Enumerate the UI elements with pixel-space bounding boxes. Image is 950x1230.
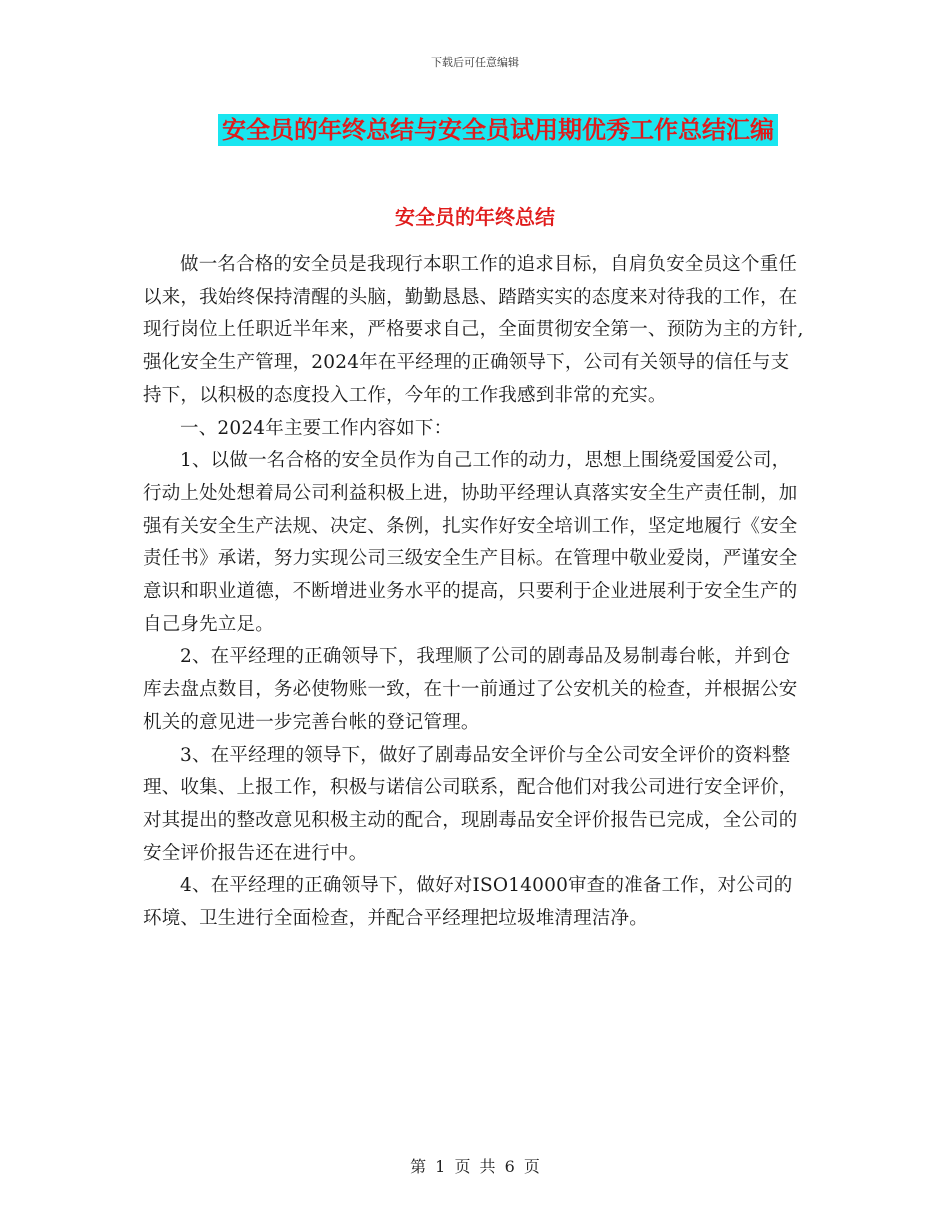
document-main-title: 安全员的年终总结与安全员试用期优秀工作总结汇编	[218, 114, 778, 146]
paragraph: 4、在平经理的正确领导下，做好对ISO14000审查的准备工作，对公司的环境、卫生进行全面检查，并配合平经理把垃圾堆清理洁净。	[143, 875, 793, 930]
paragraph: 2、在平经理的正确领导下，我理顺了公司的剧毒品及易制毒台帐，并到仓库去盘点数目，务必使物账一致，在十一前通过了公安机关的检查，并根据公安机关的意见进一步完善台帐的登记管理。	[143, 646, 798, 733]
page-footer: 第 1 页 共 6 页	[410, 1157, 540, 1176]
main-title-wrap	[0, 114, 950, 146]
paragraph: 3、在平经理的领导下，做好了剧毒品安全评价与全公司安全评价的资料整理、收集、上报工作，积极与诺信公司联系，配合他们对我公司进行安全评价，对其提出的整改意见积极主动的配合，现剧毒品安全评价报告已完成，全公司的安全评价报告还在进行中。	[143, 744, 798, 864]
page-header: 下载后可任意编辑	[431, 56, 519, 69]
document-body	[143, 249, 807, 936]
paragraph: 做一名合格的安全员是我现行本职工作的追求目标，自肩负安全员这个重任以来，我始终保持清醒的头脑，勤勤恳恳、踏踏实实的态度来对待我的工作，在现行岗位上任职近半年来，严格要求自己，全面贯彻安全第一、预防为主的方针,强化安全生产管理，2024年在平经理的正确领导下，公司有关领导的信任与支持下，以积极的态度投入工作，今年的工作我感到非常的充实。	[143, 254, 804, 406]
paragraph: 一、2024年主要工作内容如下：	[180, 417, 453, 439]
section-title: 安全员的年终总结	[395, 205, 555, 229]
paragraph: 1、以做一名合格的安全员作为自己工作的动力，思想上围绕爱国爱公司，行动上处处想着局公司利益积极上进，协助平经理认真落实安全生产责任制，加强有关安全生产法规、决定、条例，扎实作好安全培训工作，坚定地履行《安全责任书》承诺，努力实现公司三级安全生产目标。在管理中敬业爱岗，严谨安全意识和职业道德，不断增进业务水平的提高，只要利于企业进展利于安全生产的自己身先立足。	[143, 450, 798, 635]
